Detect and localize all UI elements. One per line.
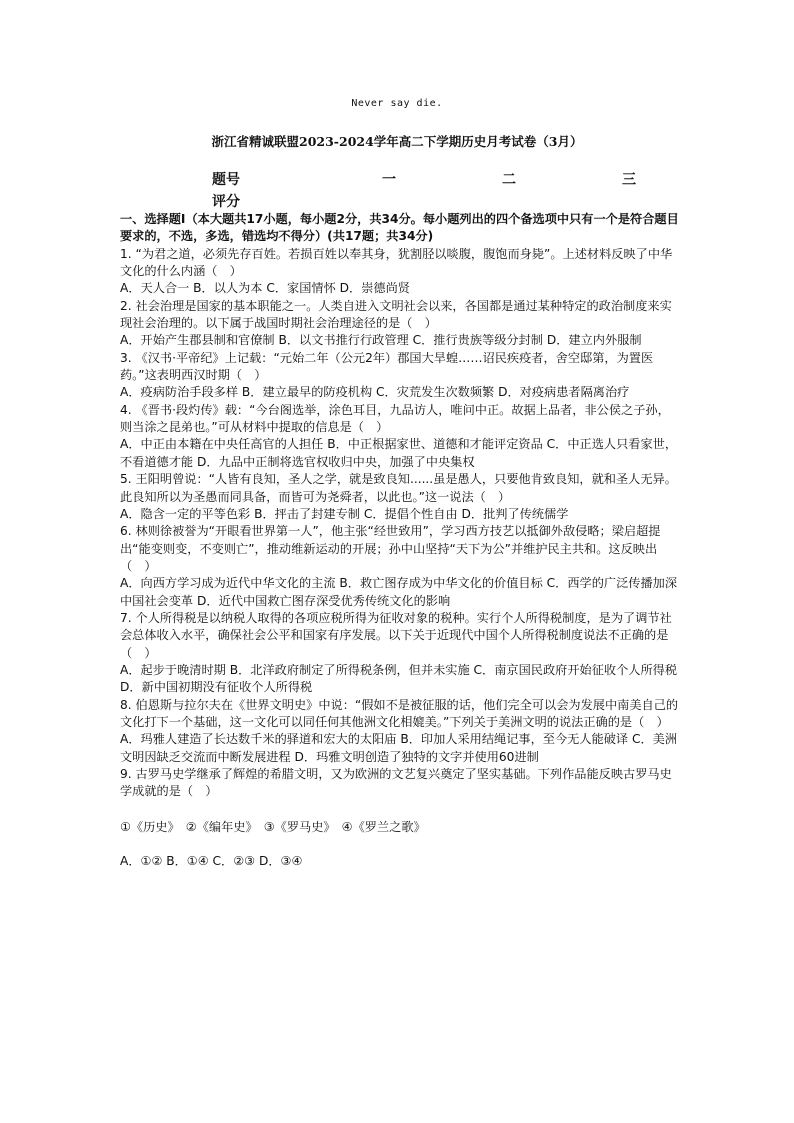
- score-table-row-score: [212, 190, 662, 212]
- question-9-stem: 9. 古罗马史学继承了辉煌的希腊文明，又为欧洲的文艺复兴奠定了坚实基础。下列作品能反映古罗马史学成就的是（ ）: [120, 767, 672, 799]
- score-table-part-2: 二: [502, 172, 516, 188]
- question-8-stem: 8. 伯恩斯与拉尔夫在《世界文明史》中说：“假如不是被征服的话，他们完全可以会为发展中南美自己的文化打下一个基础，这一文化可以同任何其他洲文化相媲美。”下列关于美洲文明的说法正确的是（ ）: [120, 697, 679, 729]
- question-9-items: ①《历史》 ②《编年史》 ③《罗马史》 ④《罗兰之歌》: [120, 819, 426, 834]
- question-1-stem: 1. “为君之道，必须先存百姓。若损百姓以奉其身，犹割胫以啖腹，腹饱而身毙”。上述材料反映了中华文化的什么内涵（ ）: [120, 246, 673, 279]
- question-5-options: A．隐含一定的平等色彩 B．抨击了封建专制 C．提倡个性自由 D．批判了传统儒学: [120, 506, 569, 521]
- question-9-options: A．①② B．①④ C．②③ D．③④: [120, 854, 303, 869]
- question-1-options: A．天人合一 B．以人为本 C．家国情怀 D．崇德尚贤: [120, 281, 410, 296]
- question-6-stem: 6. 林则徐被誉为“开眼看世界第一人”，他主张“经世致用”，学习西方技艺以抵御外敌侵略；梁启超提出“能变则变，不变则亡”，推动维新运动的开展；孙中山坚持“天下为公”并维护民主共和。这反映出（ ）: [120, 524, 661, 573]
- question-7-options: A．起步于晚清时期 B．北洋政府制定了所得税条例，但并未实施 C．南京国民政府开始征收个人所得税 D．新中国初期没有征收个人所得税: [120, 662, 678, 695]
- question-4-options: A．中正由本籍在中央任高官的人担任 B．中正根据家世、道德和才能评定资品 C．中正选人只看家世，不看道德才能 D．九品中正制将选官权收归中央，加强了中央集权: [120, 437, 678, 469]
- question-content: [120, 211, 680, 870]
- spacer: [120, 836, 680, 853]
- question-5-stem: 5. 王阳明曾说：“人皆有良知，圣人之学，就是致良知......虽是愚人，只要他肯致良知，就和圣人无异。此良知所以为圣愚而同具备，而皆可为尧舜者，以此也。”这一说法（ ）: [120, 472, 677, 504]
- spacer: [120, 801, 680, 819]
- question-3-options: A．疫病防治手段多样 B．建立最早的防疫机构 C．灾荒发生次数频繁 D．对疫病患者隔离治疗: [120, 385, 630, 400]
- score-table: [212, 168, 662, 212]
- score-table-score-label: 评分: [212, 194, 240, 210]
- score-table-header-label: 题号: [212, 172, 240, 188]
- section-heading: 一、选择题Ⅰ（本大题共17小题，每小题2分，共34分。每小题列出的四个备选项中只有一个是符合题目要求的，不选，多选，错选均不得分）(共17题；共34分): [120, 212, 679, 244]
- question-3-stem: 3. 《汉书·平帝纪》上记载：“元始二年（公元2年）郡国大旱蝗……诏民疾疫者，舍空邸第，为置医药。”这表明西汉时期（ ）: [120, 350, 654, 383]
- score-table-row-question-number: [212, 168, 662, 190]
- score-table-part-1: 一: [382, 172, 396, 188]
- question-8-options: A．玛雅人建造了长达数千米的驿道和宏大的太阳庙 B．印加人采用结绳记事，至今无人能破译 C．美洲文明因缺乏交流而中断发展进程 D．玛雅文明创造了独特的文字并使用60进制: [120, 732, 678, 764]
- score-table-part-3: 三: [622, 172, 636, 188]
- exam-title: 浙江省精诚联盟2023-2024学年高二下学期历史月考试卷（3月）: [211, 134, 583, 149]
- question-2-stem: 2. 社会治理是国家的基本职能之一。人类自进入文明社会以来，各国都是通过某种特定的政治制度来实现社会治理的。以下属于战国时期社会治理途径的是（ ）: [120, 298, 672, 331]
- question-7-stem: 7. 个人所得税是以纳税人取得的各项应税所得为征收对象的税种。实行个人所得税制度，是为了调节社会总体收入水平，确保社会公平和国家有序发展。以下关于近现代中国个人所得税制度说法不正确的是（ ）: [120, 610, 672, 660]
- motto-header: Never say die.: [351, 98, 443, 109]
- question-2-options: A．开始产生郡县制和官僚制 B．以文书推行行政管理 C．推行贵族等级分封制 D．建立内外服制: [120, 333, 642, 348]
- question-4-stem: 4. 《晋书·段灼传》载：“今台阁选举，涂色耳目，九品访人，唯问中正。故据上品者，非公侯之子孙，则当涂之昆弟也。”可从材料中提取的信息是（ ）: [120, 402, 670, 435]
- question-6-options: A．向西方学习成为近代中华文化的主流 B．救亡图存成为中华文化的价值目标 C．西学的广泛传播加深中国社会变革 D．近代中国救亡图存深受优秀传统文化的影响: [120, 576, 678, 608]
